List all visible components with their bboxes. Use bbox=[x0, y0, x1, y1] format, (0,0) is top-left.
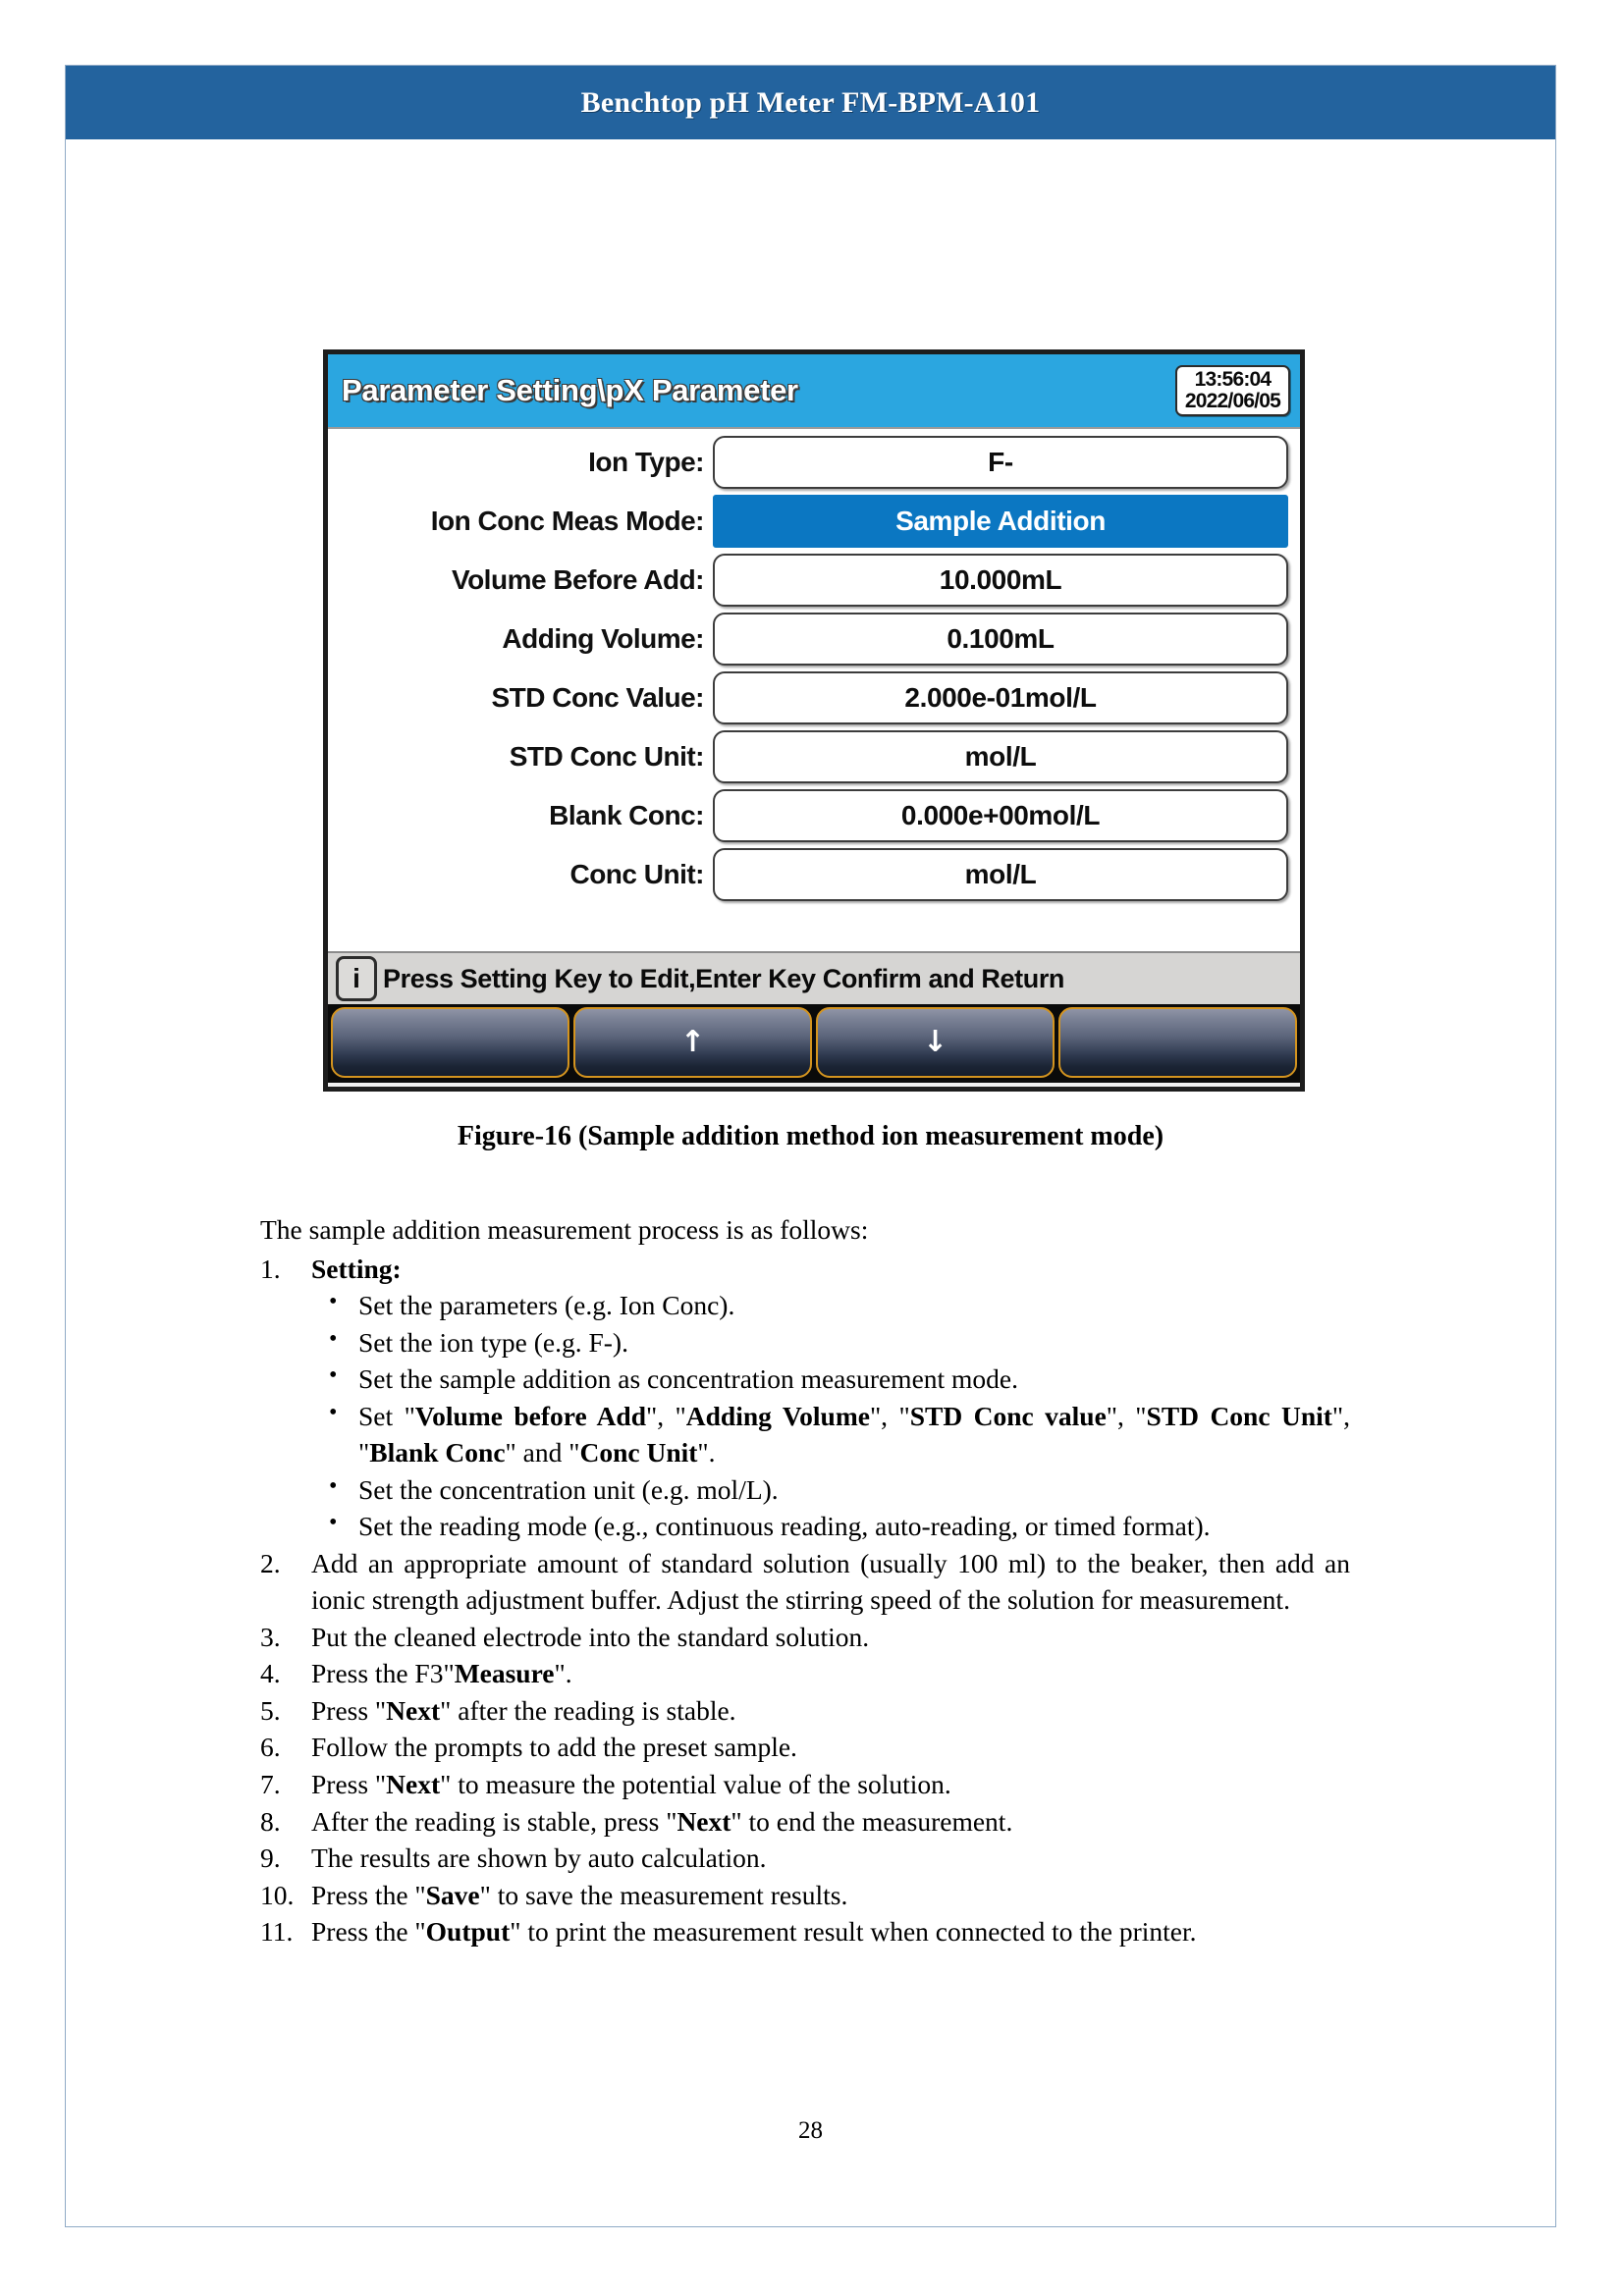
step-3: Put the cleaned electrode into the standard solution. bbox=[311, 1621, 870, 1652]
param-value-std-conc-value: 2.000e-01mol/L bbox=[904, 681, 1097, 713]
param-field-ion-conc-meas-mode[interactable] bbox=[713, 495, 1288, 548]
param-field-blank-conc[interactable] bbox=[713, 789, 1288, 842]
param-value-volume-before-add: 10.000mL bbox=[939, 563, 1062, 595]
lcd-date: 2022/06/05 bbox=[1184, 389, 1280, 412]
step-10-post: " to save the measurement results. bbox=[479, 1879, 848, 1910]
step-7-post: " to measure the potential value of the solution. bbox=[440, 1768, 951, 1799]
param-label-ion-conc-meas-mode: Ion Conc Meas Mode: bbox=[430, 505, 704, 536]
document-title: Benchtop pH Meter FM-BPM-A101 bbox=[580, 85, 1041, 119]
bullet-set-concentration-unit: • Set the concentration unit (e.g. mol/L). bbox=[311, 1471, 1350, 1509]
param-label-ion-type: Ion Type: bbox=[588, 446, 704, 477]
param-value-std-conc-unit: mol/L bbox=[964, 740, 1037, 772]
value-volume-before-add: Volume before Add bbox=[414, 1400, 647, 1431]
param-row-std-conc-value bbox=[340, 668, 1288, 726]
info-icon bbox=[336, 956, 377, 1001]
step-8-post: " to end the measurement. bbox=[731, 1805, 1013, 1837]
param-field-std-conc-unit[interactable] bbox=[713, 730, 1288, 783]
bullet-set-values: • Set "Volume before Add", "Adding Volume", "STD Conc value", "STD Conc Unit", "Blank Conc" and "Conc Unit". bbox=[311, 1398, 1350, 1471]
value-std-conc-value: STD Conc value bbox=[909, 1400, 1107, 1431]
arrow-down-icon: ↓ bbox=[922, 1025, 948, 1059]
step-7-pre: Press " bbox=[311, 1768, 387, 1799]
figure-caption: Figure-16 (Sample addition method ion measurement mode) bbox=[457, 1121, 1164, 1151]
page-number: 28 bbox=[798, 2117, 823, 2144]
step-8-key: Next bbox=[677, 1805, 731, 1837]
softkey-f1-button[interactable] bbox=[331, 1007, 569, 1078]
step-1-label: Setting: bbox=[311, 1253, 402, 1284]
param-label-std-conc-unit: STD Conc Unit: bbox=[509, 740, 704, 772]
param-row-ion-conc-meas-mode bbox=[340, 492, 1288, 550]
softkey-down-button[interactable] bbox=[816, 1007, 1055, 1078]
bullet-set-sample-addition-mode: • Set the sample addition as concentration measurement mode. bbox=[311, 1361, 1350, 1398]
param-label-adding-volume: Adding Volume: bbox=[502, 622, 704, 654]
bullet-set-ion-type: • Set the ion type (e.g. F-). bbox=[311, 1324, 1350, 1362]
param-field-adding-volume[interactable] bbox=[713, 613, 1288, 666]
softkey-f4-button[interactable] bbox=[1058, 1007, 1297, 1078]
param-value-ion-conc-meas-mode: Sample Addition bbox=[895, 505, 1106, 536]
step-2: Add an appropriate amount of standard solution (usually 100 ml) to the beaker, then add an ionic strength adjustment buffer. Adjust the stirring speed of the solution for measurement. bbox=[311, 1547, 1350, 1616]
step-8 bbox=[260, 1803, 1350, 1841]
param-field-volume-before-add[interactable] bbox=[713, 554, 1288, 607]
step-11-post: " to print the measurement result when connected to the printer. bbox=[510, 1916, 1197, 1948]
param-row-ion-type bbox=[340, 433, 1288, 491]
step-4-post: ". bbox=[554, 1658, 572, 1689]
param-row-adding-volume bbox=[340, 610, 1288, 667]
step-9: The results are shown by auto calculation. bbox=[311, 1842, 767, 1874]
step-1-bullet-list bbox=[311, 1287, 1350, 1545]
lcd-status-bar bbox=[328, 951, 1300, 1004]
param-label-volume-before-add: Volume Before Add: bbox=[451, 563, 704, 595]
lcd-time: 13:56:04 bbox=[1194, 368, 1272, 392]
param-value-blank-conc: 0.000e+00mol/L bbox=[900, 799, 1101, 830]
lcd-screen-title: Parameter Setting\pX Parameter bbox=[342, 373, 798, 407]
param-value-conc-unit: mol/L bbox=[964, 858, 1037, 889]
param-field-std-conc-value[interactable] bbox=[713, 671, 1288, 724]
step-4-pre: Press the F3" bbox=[311, 1658, 455, 1689]
step-5 bbox=[260, 1692, 1350, 1730]
procedure-step-list bbox=[260, 1251, 1350, 1950]
lcd-title-bar bbox=[328, 354, 1300, 429]
step-10-key: Save bbox=[425, 1879, 480, 1910]
lcd-datetime-box bbox=[1175, 365, 1290, 416]
device-lcd-screen bbox=[323, 349, 1305, 1092]
lcd-parameter-list bbox=[328, 429, 1300, 951]
arrow-up-icon: ↑ bbox=[679, 1025, 706, 1059]
info-icon-glyph: i bbox=[352, 963, 360, 993]
step-6: Follow the prompts to add the preset sample. bbox=[311, 1732, 797, 1763]
bullet-set-reading-mode: • Set the reading mode (e.g., continuous reading, auto-reading, or timed format). bbox=[311, 1508, 1350, 1545]
step-1 bbox=[260, 1251, 1350, 1545]
param-row-volume-before-add bbox=[340, 551, 1288, 609]
intro-line: The sample addition measurement process is as follows: bbox=[260, 1214, 869, 1245]
value-blank-conc: Blank Conc bbox=[369, 1437, 506, 1468]
step-4 bbox=[260, 1655, 1350, 1692]
page-frame bbox=[65, 65, 1556, 2227]
param-label-conc-unit: Conc Unit: bbox=[569, 858, 704, 889]
value-std-conc-unit: STD Conc Unit bbox=[1146, 1400, 1332, 1431]
procedure-text-block bbox=[260, 1211, 1350, 1950]
softkey-up-button[interactable] bbox=[573, 1007, 812, 1078]
step-10-pre: Press the " bbox=[311, 1879, 426, 1910]
step-5-post: " after the reading is stable. bbox=[440, 1694, 736, 1726]
step-4-key: Measure bbox=[454, 1658, 555, 1689]
lcd-softkey-bar bbox=[328, 1004, 1300, 1083]
lcd-status-message: Press Setting Key to Edit,Enter Key Confirm and Return bbox=[383, 963, 1065, 993]
bullet-set-values-prefix: Set bbox=[358, 1400, 405, 1431]
page-content bbox=[66, 139, 1555, 2226]
param-field-conc-unit[interactable] bbox=[713, 848, 1288, 901]
value-conc-unit: Conc Unit bbox=[579, 1437, 698, 1468]
param-value-adding-volume: 0.100mL bbox=[947, 622, 1055, 654]
step-7 bbox=[260, 1766, 1350, 1803]
param-value-ion-type: F- bbox=[988, 446, 1013, 477]
param-field-ion-type[interactable] bbox=[713, 436, 1288, 489]
param-row-std-conc-unit bbox=[340, 727, 1288, 785]
value-adding-volume: Adding Volume bbox=[685, 1400, 870, 1431]
step-11-pre: Press the " bbox=[311, 1916, 426, 1948]
step-8-pre: After the reading is stable, press " bbox=[311, 1805, 677, 1837]
step-5-key: Next bbox=[386, 1694, 441, 1726]
step-11 bbox=[260, 1913, 1350, 1950]
param-row-conc-unit bbox=[340, 845, 1288, 903]
step-10 bbox=[260, 1877, 1350, 1914]
param-label-std-conc-value: STD Conc Value: bbox=[491, 681, 704, 713]
step-11-key: Output bbox=[425, 1916, 511, 1948]
param-row-blank-conc bbox=[340, 786, 1288, 844]
document-running-header bbox=[66, 66, 1555, 139]
param-label-blank-conc: Blank Conc: bbox=[549, 799, 704, 830]
step-7-key: Next bbox=[386, 1768, 441, 1799]
step-5-pre: Press " bbox=[311, 1694, 387, 1726]
bullet-set-parameters: • Set the parameters (e.g. Ion Conc). bbox=[311, 1287, 1350, 1324]
